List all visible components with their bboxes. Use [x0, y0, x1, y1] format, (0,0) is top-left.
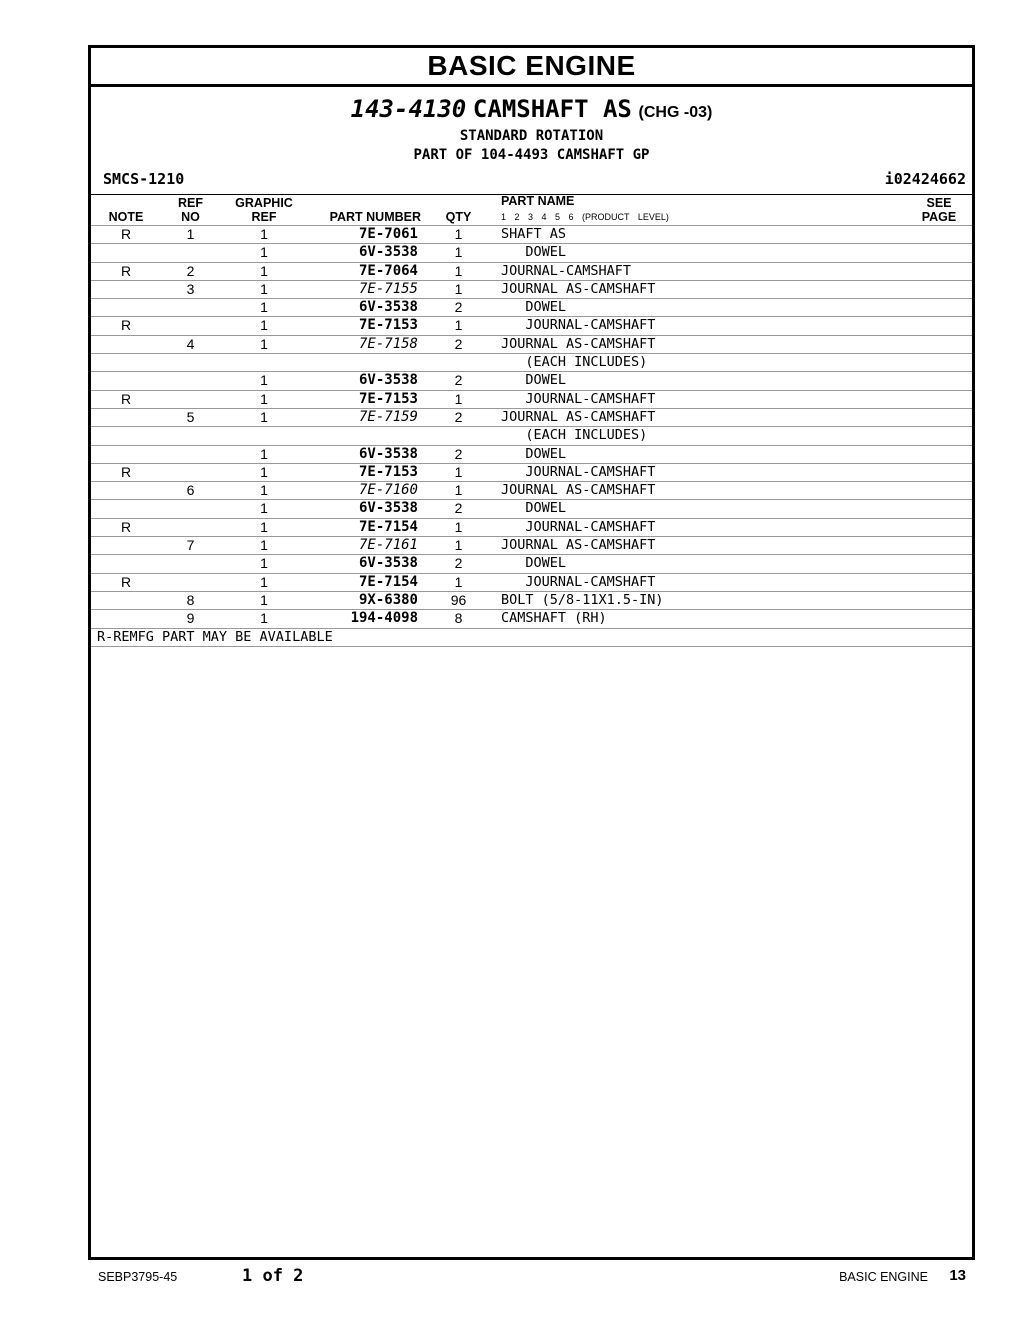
page-frame — [88, 45, 975, 1260]
part-name-cell: DOWEL — [501, 555, 567, 572]
table-row — [91, 574, 972, 592]
qty-cell: 1 — [454, 317, 463, 334]
graphic-ref-cell: 1 — [260, 555, 268, 572]
part-name-cell: JOURNAL AS-CAMSHAFT — [501, 335, 656, 352]
col-ref-no — [168, 196, 213, 224]
qty-cell: 1 — [454, 537, 463, 554]
part-number-cell: 7E-7159 — [358, 408, 418, 425]
table-row — [91, 281, 972, 299]
col-graphic-ref — [229, 196, 299, 224]
table-row — [91, 299, 972, 317]
qty-cell: 2 — [454, 299, 463, 316]
ref-no-cell: 1 — [186, 226, 195, 242]
part-name-cell: (EACH INCLUDES) — [501, 354, 648, 371]
document-ident: i02424662 — [884, 170, 966, 188]
col-ref-no-line2: NO — [181, 210, 200, 224]
note-cell: R — [120, 390, 132, 407]
note-cell: R — [120, 262, 132, 279]
qty-cell: 2 — [454, 335, 463, 352]
table-row — [91, 610, 972, 628]
part-number-cell: 7E-7153 — [358, 317, 418, 334]
table-row — [91, 446, 972, 464]
table-row — [91, 263, 972, 281]
section-title: BASIC ENGINE — [91, 48, 972, 87]
graphic-ref-cell: 1 — [260, 299, 268, 316]
col-qty: QTY — [445, 210, 472, 224]
part-name-cell: SHAFT AS — [501, 226, 567, 242]
table-row — [91, 409, 972, 427]
note-cell: R — [120, 463, 132, 480]
ref-no-cell: 6 — [186, 482, 195, 499]
ref-no-cell: 5 — [186, 408, 195, 425]
part-name-cell: DOWEL — [501, 445, 567, 462]
qty-cell: 1 — [454, 518, 463, 535]
part-name-cell: JOURNAL-CAMSHAFT — [501, 262, 632, 279]
graphic-ref-cell: 1 — [260, 317, 268, 334]
part-of-line: PART OF 104-4493 CAMSHAFT GP — [413, 147, 650, 163]
qty-cell: 1 — [454, 244, 463, 261]
qty-cell: 1 — [454, 573, 463, 590]
qty-cell: 1 — [454, 390, 463, 407]
graphic-ref-cell: 1 — [260, 445, 268, 462]
qty-cell: 2 — [454, 500, 463, 517]
graphic-ref-cell: 1 — [260, 372, 268, 389]
part-title — [91, 95, 972, 127]
page-footer — [0, 1266, 1020, 1286]
part-header — [91, 87, 972, 165]
col-ref-no-line1: REF — [178, 196, 203, 210]
graphic-ref-cell: 1 — [260, 390, 268, 407]
table-row — [91, 519, 972, 537]
part-name-cell: JOURNAL AS-CAMSHAFT — [501, 537, 656, 554]
part-name-cell: CAMSHAFT (RH) — [501, 610, 607, 627]
ref-no-cell: 3 — [186, 280, 195, 297]
part-name-cell: JOURNAL-CAMSHAFT — [501, 390, 656, 407]
part-name-cell: JOURNAL AS-CAMSHAFT — [501, 408, 656, 425]
footnote: R-REMFG PART MAY BE AVAILABLE — [91, 629, 972, 647]
graphic-ref-cell: 1 — [260, 335, 268, 352]
qty-cell: 1 — [454, 226, 463, 242]
part-number-cell: 6V-3538 — [358, 555, 418, 572]
part-number-cell: 194-4098 — [350, 610, 418, 627]
part-number-cell: 7E-7064 — [358, 262, 418, 279]
col-note: NOTE — [108, 210, 144, 224]
part-number-cell: 6V-3538 — [358, 299, 418, 316]
part-number-cell: 7E-7153 — [358, 463, 418, 480]
col-see-page-line2: PAGE — [921, 210, 957, 224]
graphic-ref-cell: 1 — [260, 226, 268, 242]
graphic-ref-cell: 1 — [260, 244, 268, 261]
col-part-number: PART NUMBER — [329, 210, 421, 224]
table-row — [91, 464, 972, 482]
qty-cell: 2 — [454, 445, 463, 462]
table-row — [91, 482, 972, 500]
parts-table — [91, 225, 972, 647]
graphic-ref-cell: 1 — [260, 408, 268, 425]
table-row — [91, 391, 972, 409]
footer-doc-id: SEBP3795-45 — [98, 1270, 178, 1284]
table-row — [91, 317, 972, 335]
ref-no-cell: 2 — [186, 262, 195, 279]
graphic-ref-cell: 1 — [260, 518, 268, 535]
column-headers — [91, 196, 972, 224]
qty-cell: 1 — [454, 280, 463, 297]
smcs-code: SMCS-1210 — [103, 170, 185, 188]
qty-cell: 1 — [454, 463, 463, 480]
part-number-cell: 7E-7155 — [358, 280, 418, 297]
part-number-cell: 7E-7061 — [358, 226, 418, 242]
graphic-ref-cell: 1 — [260, 591, 268, 608]
part-name-cell: JOURNAL-CAMSHAFT — [501, 463, 656, 480]
part-name-cell: JOURNAL AS-CAMSHAFT — [501, 280, 656, 297]
qty-cell: 2 — [454, 372, 463, 389]
note-cell: R — [120, 573, 132, 590]
col-part-name: PART NAME — [501, 194, 575, 208]
part-title-number: 143-4130 — [350, 95, 467, 123]
part-number-cell: 7E-7154 — [358, 518, 418, 535]
part-number-cell: 7E-7160 — [358, 482, 418, 499]
part-number-cell: 9X-6380 — [358, 591, 418, 608]
ref-no-cell: 7 — [186, 537, 195, 554]
part-number-cell: 6V-3538 — [358, 445, 418, 462]
table-row — [91, 372, 972, 390]
qty-cell: 1 — [454, 482, 463, 499]
footer-page-of: 1 of 2 — [242, 1266, 304, 1286]
qty-cell: 2 — [454, 408, 463, 425]
part-number-cell: 7E-7158 — [358, 335, 418, 352]
part-number-cell: 7E-7154 — [358, 573, 418, 590]
part-name-cell: JOURNAL-CAMSHAFT — [501, 317, 656, 334]
qty-cell: 1 — [454, 262, 463, 279]
ref-no-cell: 8 — [186, 591, 195, 608]
part-name-cell: JOURNAL AS-CAMSHAFT — [501, 482, 656, 499]
col-graphic-ref-line1: GRAPHIC — [235, 196, 293, 210]
qty-cell: 8 — [454, 610, 463, 627]
ref-no-cell: 9 — [186, 610, 195, 627]
part-number-cell: 7E-7161 — [358, 537, 418, 554]
graphic-ref-cell: 1 — [260, 537, 268, 554]
table-row — [91, 336, 972, 354]
part-number-cell: 6V-3538 — [358, 500, 418, 517]
table-row — [91, 244, 972, 262]
table-row — [91, 354, 972, 372]
part-name-cell: BOLT (5/8-11X1.5-IN) — [501, 591, 664, 608]
part-name-cell: JOURNAL-CAMSHAFT — [501, 573, 656, 590]
qty-cell: 2 — [454, 555, 463, 572]
graphic-ref-cell: 1 — [260, 262, 268, 279]
part-name-cell: JOURNAL-CAMSHAFT — [501, 518, 656, 535]
graphic-ref-cell: 1 — [260, 280, 268, 297]
rotation-line: STANDARD ROTATION — [459, 128, 604, 144]
part-name-cell: (EACH INCLUDES) — [501, 427, 648, 444]
table-row — [91, 537, 972, 555]
part-title-name: CAMSHAFT AS — [472, 95, 632, 123]
col-see-page-line1: SEE — [926, 196, 952, 210]
graphic-ref-cell: 1 — [260, 573, 268, 590]
part-number-cell: 7E-7153 — [358, 390, 418, 407]
graphic-ref-cell: 1 — [260, 463, 268, 480]
part-name-cell: DOWEL — [501, 299, 567, 316]
note-cell: R — [120, 226, 132, 242]
table-row — [91, 555, 972, 573]
table-row — [91, 592, 972, 610]
footer-page-number: 13 — [949, 1267, 966, 1284]
change-level: (CHG -03) — [638, 104, 713, 121]
note-cell: R — [120, 317, 132, 334]
part-number-cell: 6V-3538 — [358, 372, 418, 389]
graphic-ref-cell: 1 — [260, 482, 268, 499]
table-row — [91, 226, 972, 244]
part-name-cell: DOWEL — [501, 244, 567, 261]
part-name-cell: DOWEL — [501, 372, 567, 389]
graphic-ref-cell: 1 — [260, 610, 268, 627]
ref-no-cell: 4 — [186, 335, 195, 352]
qty-cell: 96 — [450, 591, 467, 608]
part-number-cell: 6V-3538 — [358, 244, 418, 261]
col-graphic-ref-line2: REF — [251, 210, 277, 224]
footer-section: BASIC ENGINE — [839, 1270, 928, 1284]
col-product-level: 1 2 3 4 5 6 (PRODUCT LEVEL) — [501, 212, 669, 222]
note-cell: R — [120, 518, 132, 535]
col-see-page — [914, 196, 964, 224]
graphic-ref-cell: 1 — [260, 500, 268, 517]
table-row — [91, 500, 972, 518]
table-row — [91, 427, 972, 445]
part-name-cell: DOWEL — [501, 500, 567, 517]
